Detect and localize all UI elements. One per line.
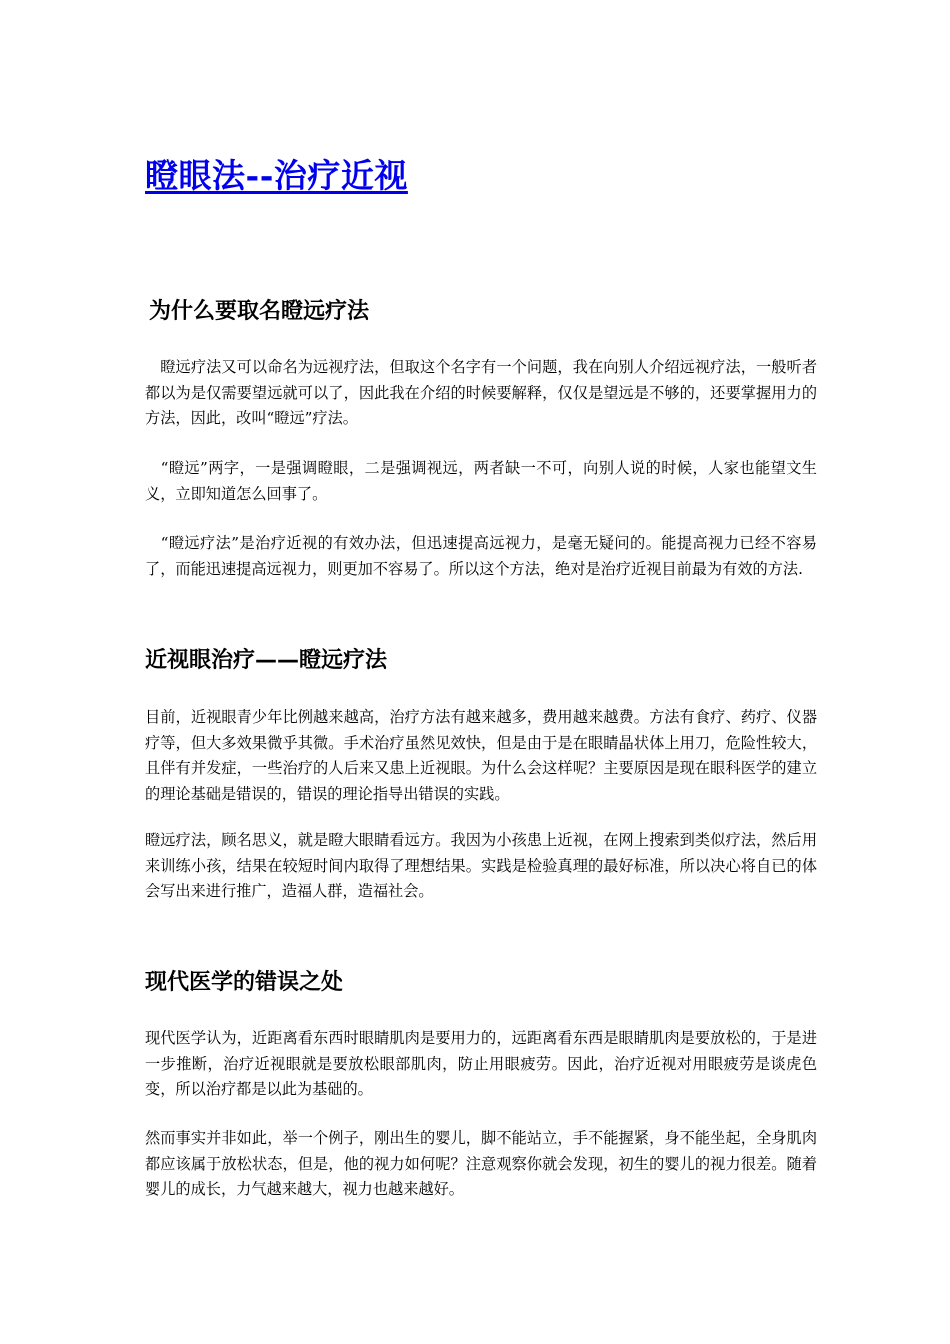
section-heading: 现代医学的错误之处	[145, 970, 344, 995]
section-heading: 近视眼治疗——瞪远疗法	[145, 648, 388, 673]
paragraph: 瞪远疗法，顾名思义，就是瞪大眼睛看远方。我因为小孩患上近视，在网上搜索到类似疗法，然后用来训练小孩，结果在较短时间内取得了理想结果。实践是检验真理的最好标准，所以决心将自已的体会写出来进行推广，造福人群，造福社会。	[145, 831, 817, 900]
paragraph: 目前，近视眼青少年比例越来越高，治疗方法有越来越多，费用越来越费。方法有食疗、药疗、仪器疗等，但大多效果微乎其微。手术治疗虽然见效快，但是由于是在眼睛晶状体上用刀，危险性较大，且伴有并发症，一些治疗的人后来又患上近视眼。为什么会这样呢？主要原因是现在眼科医学的建立的理论基础是错误的，错误的理论指导出错误的实践。	[145, 708, 817, 803]
section-heading: 为什么要取名瞪远疗法	[149, 299, 370, 324]
paragraph: 然而事实并非如此，举一个例子，刚出生的婴儿，脚不能站立，手不能握紧，身不能坐起，全身肌肉都应该属于放松状态，但是，他的视力如何呢？注意观察你就会发现，初生的婴儿的视力很差。随着婴儿的成长，力气越来越大，视力也越来越好。	[145, 1129, 817, 1198]
paragraph: “瞪远疗法”是治疗近视的有效办法，但迅速提高远视力，是毫无疑问的。能提高视力已经不容易了，而能迅速提高远视力，则更加不容易了。所以这个方法，绝对是治疗近视目前最为有效的方法.	[145, 534, 817, 578]
page-title-link[interactable]: 瞪眼法--治疗近视	[145, 156, 408, 195]
paragraph: “瞪远”两字，一是强调瞪眼，二是强调视远，两者缺一不可，向别人说的时候，人家也能望文生义，立即知道怎么回事了。	[145, 459, 817, 503]
paragraph: 瞪远疗法又可以命名为远视疗法，但取这个名字有一个问题，我在向别人介绍远视疗法，一般听者都以为是仅需要望远就可以了，因此我在介绍的时候要解释，仅仅是望远是不够的，还要掌握用力的方法，因此，改叫“瞪远”疗法。	[145, 358, 817, 427]
paragraph: 现代医学认为，近距离看东西时眼睛肌肉是要用力的，远距离看东西是眼睛肌肉是要放松的，于是进一步推断，治疗近视眼就是要放松眼部肌肉，防止用眼疲劳。因此，治疗近视对用眼疲劳是谈虎色变，所以治疗都是以此为基础的。	[145, 1029, 817, 1098]
